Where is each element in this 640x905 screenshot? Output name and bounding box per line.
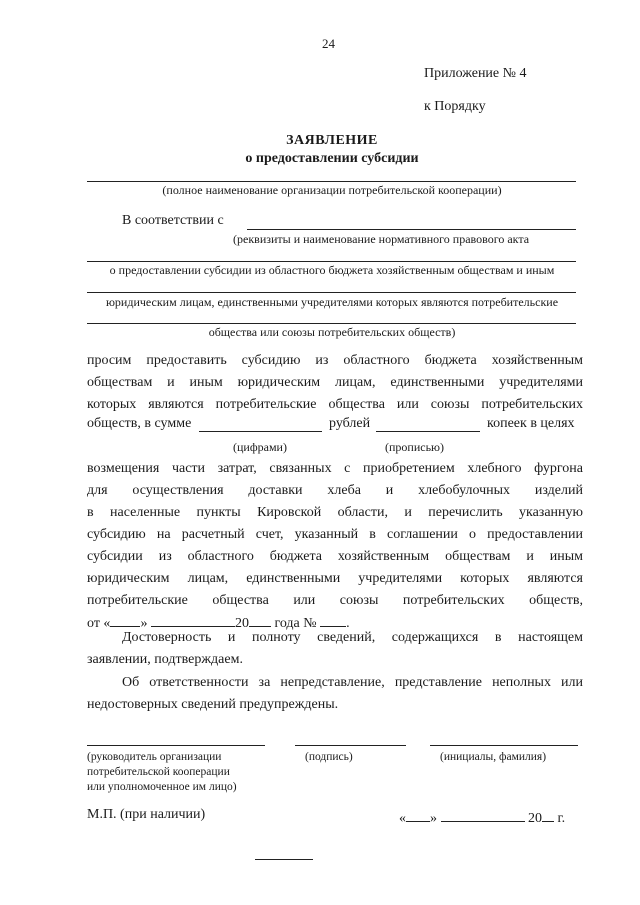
head-hint-3: или уполномоченное им лицо) <box>87 781 237 793</box>
date-close-quote: » <box>140 616 148 631</box>
legal-act-hint-2: о предоставлении субсидии из областного бюджета хозяйственным обществам и иным <box>109 263 555 277</box>
legal-act-field-4[interactable] <box>87 323 576 324</box>
signing-day-field[interactable] <box>406 807 430 822</box>
body-line-11: потребительские общества или союзы потребительских обществ, <box>87 593 583 608</box>
legal-act-hint-4: общества или союзы потребительских обществ) <box>208 325 456 339</box>
confirm-line-1: Достоверность и полноту сведений, содержащихся в настоящем <box>122 630 583 645</box>
signing-year-suffix: г. <box>557 811 566 826</box>
signing-year-prefix: 20 <box>528 811 542 826</box>
signing-year-field[interactable] <box>542 807 554 822</box>
legal-act-hint-3: юридическим лицам, единственными учредителями которых являются потребительские <box>105 295 559 309</box>
body-line-10: юридическим лицам, единственными учредителями которых являются <box>87 571 583 586</box>
digits-hint: (цифрами) <box>233 440 287 454</box>
appendix-label: Приложение № 4 <box>424 66 527 81</box>
agreement-number-field[interactable] <box>320 612 346 627</box>
legal-act-field-2[interactable] <box>87 261 576 262</box>
signing-date-close: » <box>430 811 437 826</box>
body-line-6: для осуществления доставки хлеба и хлебобулочных изделий <box>87 483 583 498</box>
liability-line-2: недостоверных сведений предупреждены. <box>87 697 339 712</box>
appendix-to-label: к Порядку <box>424 99 486 114</box>
body-line-7: в населенные пункты Кировской области, и перечислить указанную <box>87 505 583 520</box>
amount-digits-field[interactable] <box>199 431 322 432</box>
body-line-2: обществам и иным юридическим лицам, единственными учредителями <box>87 375 583 390</box>
initials-hint: (инициалы, фамилия) <box>440 751 547 763</box>
liability-line-1: Об ответственности за непредставление, представление неполных или <box>122 675 583 690</box>
agreement-day-field[interactable] <box>110 612 140 627</box>
kopecks-label: копеек в целях <box>487 416 575 431</box>
org-name-hint: (полное наименование организации потребительской кооперации) <box>162 183 502 197</box>
stamp-label: М.П. (при наличии) <box>87 807 206 822</box>
legal-act-field[interactable] <box>247 229 576 230</box>
agreement-month-field[interactable] <box>151 612 235 627</box>
doc-subtitle: о предоставлении субсидии <box>245 151 419 166</box>
body-line-1: просим предоставить субсидию из областного бюджета хозяйственным <box>87 353 583 368</box>
legal-act-hint-1: (реквизиты и наименование нормативного правового акта <box>233 232 530 246</box>
in-accordance-label: В соответствии с <box>122 213 224 228</box>
agreement-year-field[interactable] <box>249 612 271 627</box>
signature-field[interactable] <box>295 745 406 746</box>
signing-date-open: « <box>399 811 406 826</box>
signing-month-field[interactable] <box>441 807 525 822</box>
amount-prefix: обществ, в сумме <box>87 416 192 431</box>
body-line-3: которых являются потребительские общества или союзы потребительских <box>87 397 583 412</box>
initials-field[interactable] <box>430 745 578 746</box>
confirm-line-2: заявлении, подтверждаем. <box>87 652 243 667</box>
legal-act-field-3[interactable] <box>87 292 576 293</box>
page-number: 24 <box>322 36 335 51</box>
body-line-5: возмещения части затрат, связанных с приобретением хлебного фургона <box>87 461 583 476</box>
date-open-quote: от « <box>87 616 111 631</box>
body-line-8: субсидию на расчетный счет, указанный в соглашении о предоставлении <box>87 527 583 542</box>
rubles-label: рублей <box>329 416 371 431</box>
org-name-field[interactable] <box>87 181 576 182</box>
words-hint: (прописью) <box>385 440 445 454</box>
closing-divider <box>255 859 313 860</box>
signing-date-row <box>399 807 565 827</box>
year-prefix: 20 <box>234 616 249 631</box>
body-line-9: субсидии из областного бюджета хозяйственным обществам и иным <box>87 549 583 564</box>
doc-title: ЗАЯВЛЕНИЕ <box>286 133 378 148</box>
head-hint-2: потребительской кооперации <box>87 766 230 778</box>
number-dot: . <box>346 616 350 631</box>
number-label: года № <box>274 616 317 631</box>
head-hint-1: (руководитель организации <box>87 751 222 763</box>
agreement-date-row <box>87 612 350 632</box>
amount-words-field[interactable] <box>376 431 480 432</box>
signature-hint: (подпись) <box>305 751 353 763</box>
head-name-field[interactable] <box>87 745 265 746</box>
